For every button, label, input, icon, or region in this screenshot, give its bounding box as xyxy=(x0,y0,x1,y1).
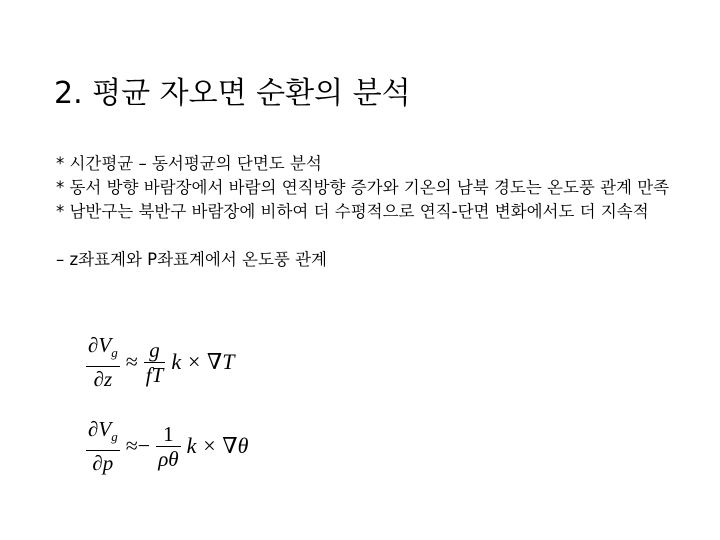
lhs-numerator-subscript: g xyxy=(111,429,118,445)
bullet-list xyxy=(56,152,686,272)
bullet-coordinate-systems: – z좌표계와 P좌표계에서 온도풍 관계 xyxy=(56,250,327,269)
approx-sign: ≈ xyxy=(125,349,138,374)
approx-minus-sign: ≈− xyxy=(125,433,151,458)
coefficient-fraction xyxy=(156,422,180,471)
bullet-southern-hemisphere: * 남반구는 북반구 바람장에 비하여 더 수평적으로 연직-단면 변화에서도 더 지속적 xyxy=(56,202,649,221)
slide-title: 2. 평균 자오면 순환의 분석 xyxy=(54,76,411,111)
lhs-denominator: ∂p xyxy=(92,450,114,475)
rhs-term: k × ∇T xyxy=(171,349,235,374)
coefficient-fraction xyxy=(144,338,166,387)
spacer xyxy=(56,224,686,248)
lhs-fraction xyxy=(86,333,120,390)
coef-numerator: 1 xyxy=(163,421,174,446)
lhs-denominator: ∂z xyxy=(93,366,113,391)
coef-denominator: ρθ xyxy=(158,446,179,471)
lhs-numerator-subscript: g xyxy=(111,345,118,361)
coef-denominator: fT xyxy=(145,362,164,387)
lhs-numerator: ∂V xyxy=(88,333,112,358)
coef-numerator: g xyxy=(149,337,160,362)
lhs-numerator: ∂V xyxy=(88,417,112,442)
rhs-term: k × ∇θ xyxy=(186,433,249,458)
thermal-wind-equation-p xyxy=(86,418,254,474)
bullet-zonal-wind: * 동서 방향 바람장에서 바람의 연직방향 증가와 기온의 남북 경도는 온도풍 관계 만족 xyxy=(56,178,670,197)
thermal-wind-equation-z xyxy=(86,334,241,390)
bullet-time-mean: * 시간평균 – 동서평균의 단면도 분석 xyxy=(56,154,322,173)
lhs-fraction xyxy=(86,417,120,474)
